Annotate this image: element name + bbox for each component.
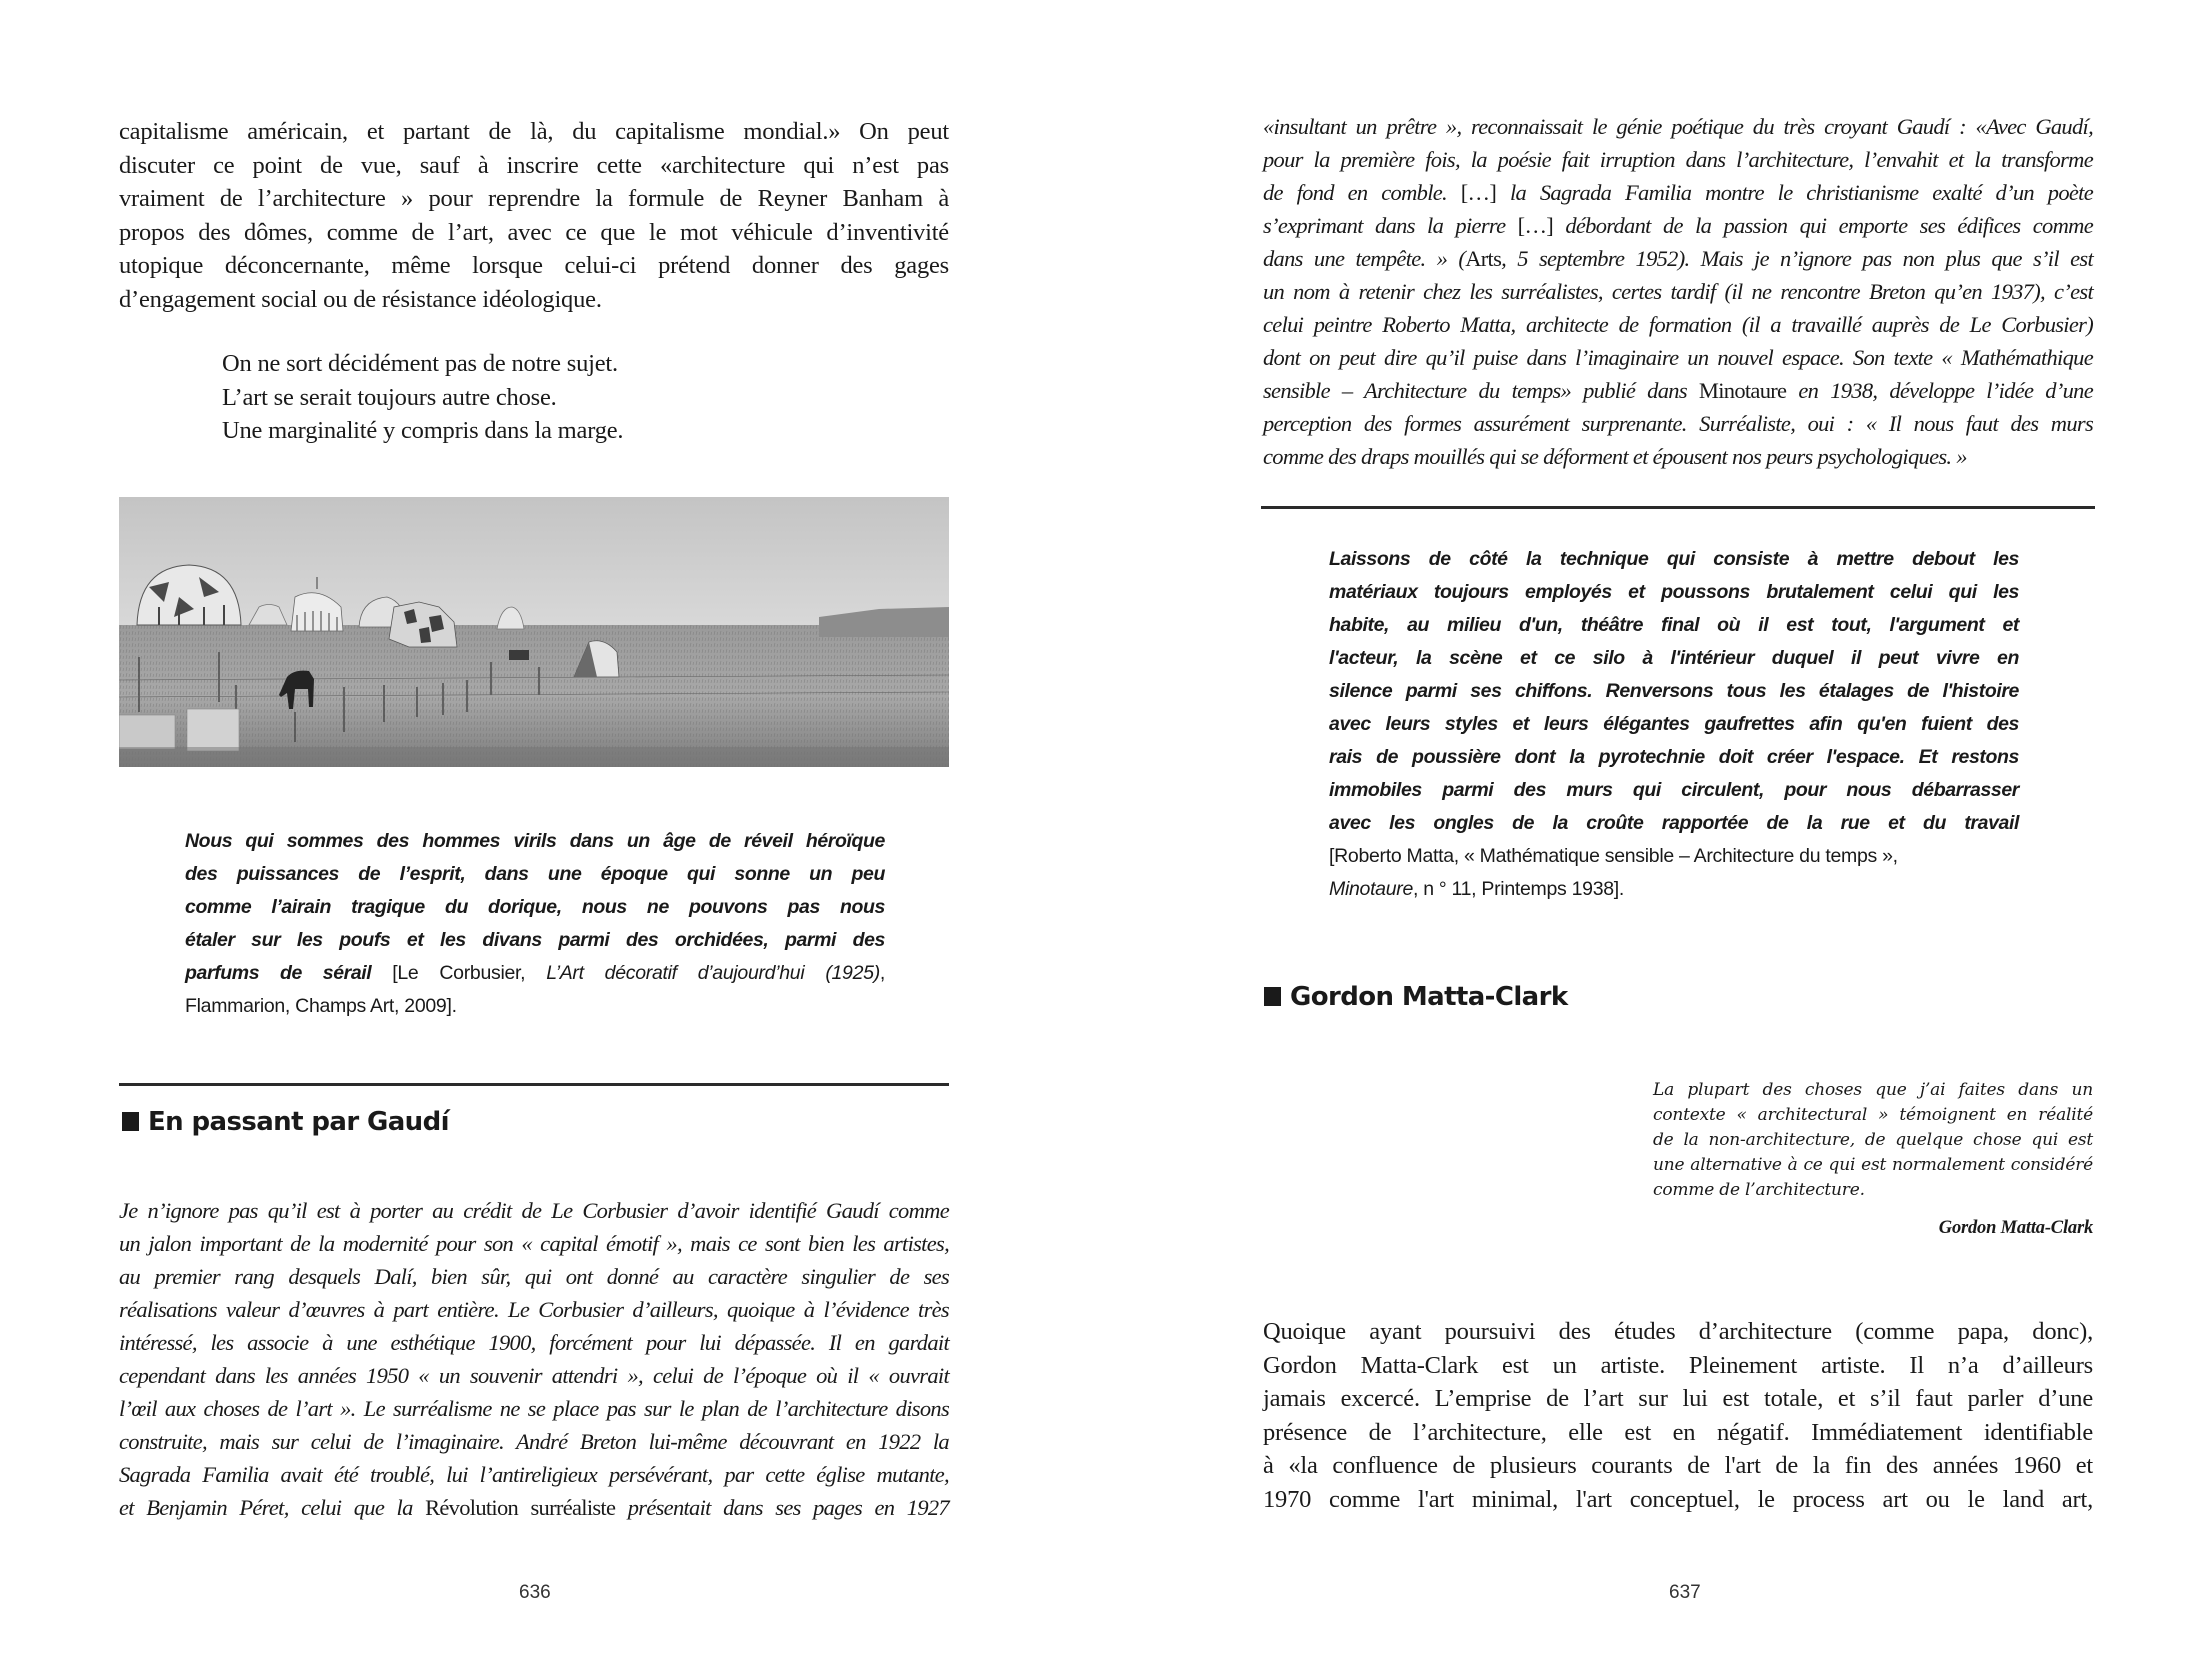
text-line: à «la confluence de plusieurs courants de l'art de la fin des années 1960 et [1263, 1452, 2093, 1479]
quote-line [185, 962, 885, 985]
journal-title: Minotaure [1698, 378, 1787, 403]
text-span: la Sagrada Familia montre le christianisme exalté d’un poète [1496, 180, 2093, 205]
text-line: intéressé, les associe à une esthétique 1900, forcément pour lui dépassée. Il en gardait [119, 1330, 949, 1355]
quote-line: avec leurs styles et leurs élégantes gaufrettes afin qu'en fuient des [1329, 713, 2019, 735]
page-number: 637 [1669, 1582, 1701, 1603]
concrete-block [119, 715, 175, 749]
text-line: jamais excercé. L’emprise de l’art sur lui est totale, et s’il faut parler d’une [1263, 1385, 2093, 1412]
text-line: un jalon important de la modernité pour son « capital émotif », mais ce sont bien les artistes, [119, 1231, 949, 1256]
text-span: sensible – Architecture du temps» publié dans [1263, 378, 1699, 403]
text-span: de fond en comble. [1263, 180, 1461, 205]
citation-title: Minotaure [1329, 878, 1414, 900]
section-title-gaudi [122, 1107, 449, 1137]
citation-title: L’Art décoratif d’aujourd’hui (1925) [546, 962, 880, 984]
quote-line: des puissances de l’esprit, dans une époque qui sonne un peu [185, 863, 885, 885]
epigraph [1653, 1080, 2093, 1250]
text-line: dont on peut dire qu’il puise dans l’imaginaire un nouvel espace. Son texte « Mathémathique [1263, 345, 2093, 370]
text-span: dans une tempête. » ( [1263, 246, 1466, 271]
verse-line: L’art se serait toujours autre chose. [222, 383, 557, 411]
text-line: Quoique ayant poursuivi des études d’architecture (comme papa, donc), [1263, 1318, 2093, 1345]
square-bullet-icon [1264, 987, 1281, 1006]
citation: [Le Corbusier, [371, 962, 547, 984]
text-line: pour la première fois, la poésie fait irruption dans l’architecture, l’envahit et la transforme [1263, 147, 2093, 172]
text-line: Sagrada Familia avait été troublé, lui l’antireligieux persévérant, par cette église mutante, [119, 1462, 949, 1487]
text-line: «insultant un prêtre », reconnaissait le génie poétique du très croyant Gaudí : «Avec Gaudí, [1263, 114, 2093, 139]
square-bullet-icon [122, 1112, 139, 1131]
quote-line: silence parmi ses chiffons. Renversons tous les étalages de l'histoire [1329, 680, 2019, 702]
verse-line: On ne sort décidément pas de notre sujet. [222, 350, 618, 377]
journal-title: Arts [1465, 246, 1502, 271]
left-page [0, 0, 1102, 1654]
right-page [1103, 0, 2205, 1654]
text-line: comme des draps mouillés qui se déforment et épousent nos peurs psychologiques. » [1263, 444, 1967, 469]
journal-title: Révolution surréaliste [425, 1495, 616, 1520]
text-line: propos des dômes, comme de l’art, avec ce que le mot véhicule d’inventivité [119, 218, 949, 246]
quote-line: rais de poussière dont la pyrotechnie doit créer l'espace. Et restons [1329, 746, 2019, 768]
text-line: cependant dans les années 1950 « un souvenir attendri », celui de l’époque où il « ouvrait [119, 1363, 949, 1388]
concrete-block [187, 709, 239, 751]
epigraph-line: comme de l’architecture. [1653, 1180, 1865, 1200]
citation-punct: , [879, 962, 886, 984]
text-line [1263, 246, 2093, 272]
text-line: au premier rang desquels Dalí, bien sûr, qui ont donné au caractère singulier de ses [119, 1264, 949, 1289]
cow [509, 650, 529, 660]
epigraph-line: de la non-architecture, de quelque chose qui est [1653, 1130, 2093, 1150]
text-line: un nom à retenir chez les surréalistes, certes tardif (il ne rencontre Breton qu’en 1937), c’est [1263, 279, 2093, 304]
photo-geodesic-domes [119, 497, 949, 767]
text-line: Je n’ignore pas qu’il est à porter au crédit de Le Corbusier d’avoir identifié Gaudí comme [119, 1198, 949, 1223]
text-line: discuter ce point de vue, sauf à inscrire cette «architecture qui n’est pas [119, 151, 949, 179]
quote-line: immobiles parmi des murs qui circulent, pour nous débarrasser [1329, 779, 2019, 801]
quote-line: l'acteur, la scène et ce silo à l'intérieur duquel il peut vivre en [1329, 647, 2019, 669]
text-line: celui peintre Roberto Matta, architecte de formation (il a travaillé auprès de Le Corbusier) [1263, 312, 2093, 337]
page-number: 636 [519, 1582, 551, 1603]
quote-bold-end: parfums de sérail [185, 962, 372, 984]
text-line [1263, 180, 2093, 206]
quote-line: comme l’airain tragique du dorique, nous ne pouvons pas nous [185, 896, 885, 918]
ellipsis-bracket: […] [1517, 213, 1554, 238]
quote-line: étaler sur les poufs et les divans parmi des orchidées, parmi des [185, 929, 885, 951]
epigraph-line: La plupart des choses que j’ai faites dans un [1653, 1080, 2093, 1100]
text-line: utopique déconcernante, même lorsque celui-ci prétend donner des gages [119, 252, 949, 279]
quote-line: Nous qui sommes des hommes virils dans un âge de réveil héroïque [185, 830, 885, 852]
text-line: capitalisme américain, et partant de là, du capitalisme mondial.» On peut [119, 118, 949, 145]
quote-line: habite, au milieu d'un, théâtre final où il est tout, l'argument et [1329, 614, 2019, 636]
text-line: réalisations valeur d’œuvres à part entière. Le Corbusier d’ailleurs, quoique à l’évidence très [119, 1297, 949, 1322]
citation-text: , n ° 11, Printemps 1938]. [1413, 878, 1625, 900]
text-span: en 1938, développe l’idée d’une [1786, 378, 2094, 403]
text-span: et Benjamin Péret, celui que la [119, 1495, 426, 1520]
text-span: s’exprimant dans la pierre [1263, 213, 1518, 238]
text-span: présentait dans ses pages en 1927 [615, 1495, 949, 1520]
text-line: présence de l’architecture, elle est en négatif. Immédiatement identifiable [1263, 1418, 2093, 1446]
section-title-text: En passant par Gaudí [148, 1107, 449, 1137]
epigraph-line: contexte « architectural » témoignent en réalité [1653, 1105, 2093, 1125]
text-line: l’œil aux choses de l’art ». Le surréalisme ne se place pas sur le plan de l’architecture disons [119, 1396, 949, 1421]
text-line: perception des formes assurément surprenante. Surréaliste, oui : « Il nous faut des murs [1263, 411, 2093, 436]
section-title-matta-clark [1264, 982, 1568, 1012]
quote-line: avec les ongles de la croûte rapportée de la rue et du travail [1329, 812, 2019, 834]
section-title-text: Gordon Matta-Clark [1290, 982, 1568, 1012]
text-line [119, 1495, 949, 1521]
citation-line [1329, 878, 2019, 901]
text-line: 1970 comme l'art minimal, l'art conceptuel, le process art ou le land art, [1263, 1485, 2093, 1513]
text-line [1263, 378, 2093, 404]
sky [119, 497, 949, 632]
verse-line: Une marginalité y compris dans la marge. [222, 417, 624, 444]
text-span: débordant de la passion qui emporte ses édifices comme [1553, 213, 2093, 238]
section-divider [1261, 506, 2095, 509]
text-line: d’engagement social ou de résistance idéologique. [119, 285, 602, 313]
citation-line: Flammarion, Champs Art, 2009]. [185, 995, 457, 1017]
ellipsis-bracket: […] [1460, 180, 1497, 205]
quote-line: matériaux toujours employés et poussons brutalement celui qui les [1329, 581, 2019, 603]
text-line: Gordon Matta-Clark est un artiste. Pleinement artiste. Il n’a d’ailleurs [1263, 1351, 2093, 1379]
quote-line: Laissons de côté la technique qui consiste à mettre debout les [1329, 548, 2019, 570]
epigraph-line: une alternative à ce qui est normalement considéré [1653, 1155, 2093, 1175]
text-line [1263, 213, 2093, 239]
epigraph-author: Gordon Matta-Clark [1938, 1218, 2093, 1238]
section-divider [119, 1083, 949, 1086]
text-line: construite, mais sur celui de l’imaginaire. André Breton lui-même découvrant en 1922 la [119, 1429, 949, 1454]
citation-line: [Roberto Matta, « Mathématique sensible – Architecture du temps », [1329, 845, 1898, 867]
text-span: , 5 septembre 1952). Mais je n’ignore pas non plus que s’il est [1501, 246, 2093, 271]
text-line: vraiment de l’architecture » pour reprendre la formule de Reyner Banham à [119, 185, 949, 212]
